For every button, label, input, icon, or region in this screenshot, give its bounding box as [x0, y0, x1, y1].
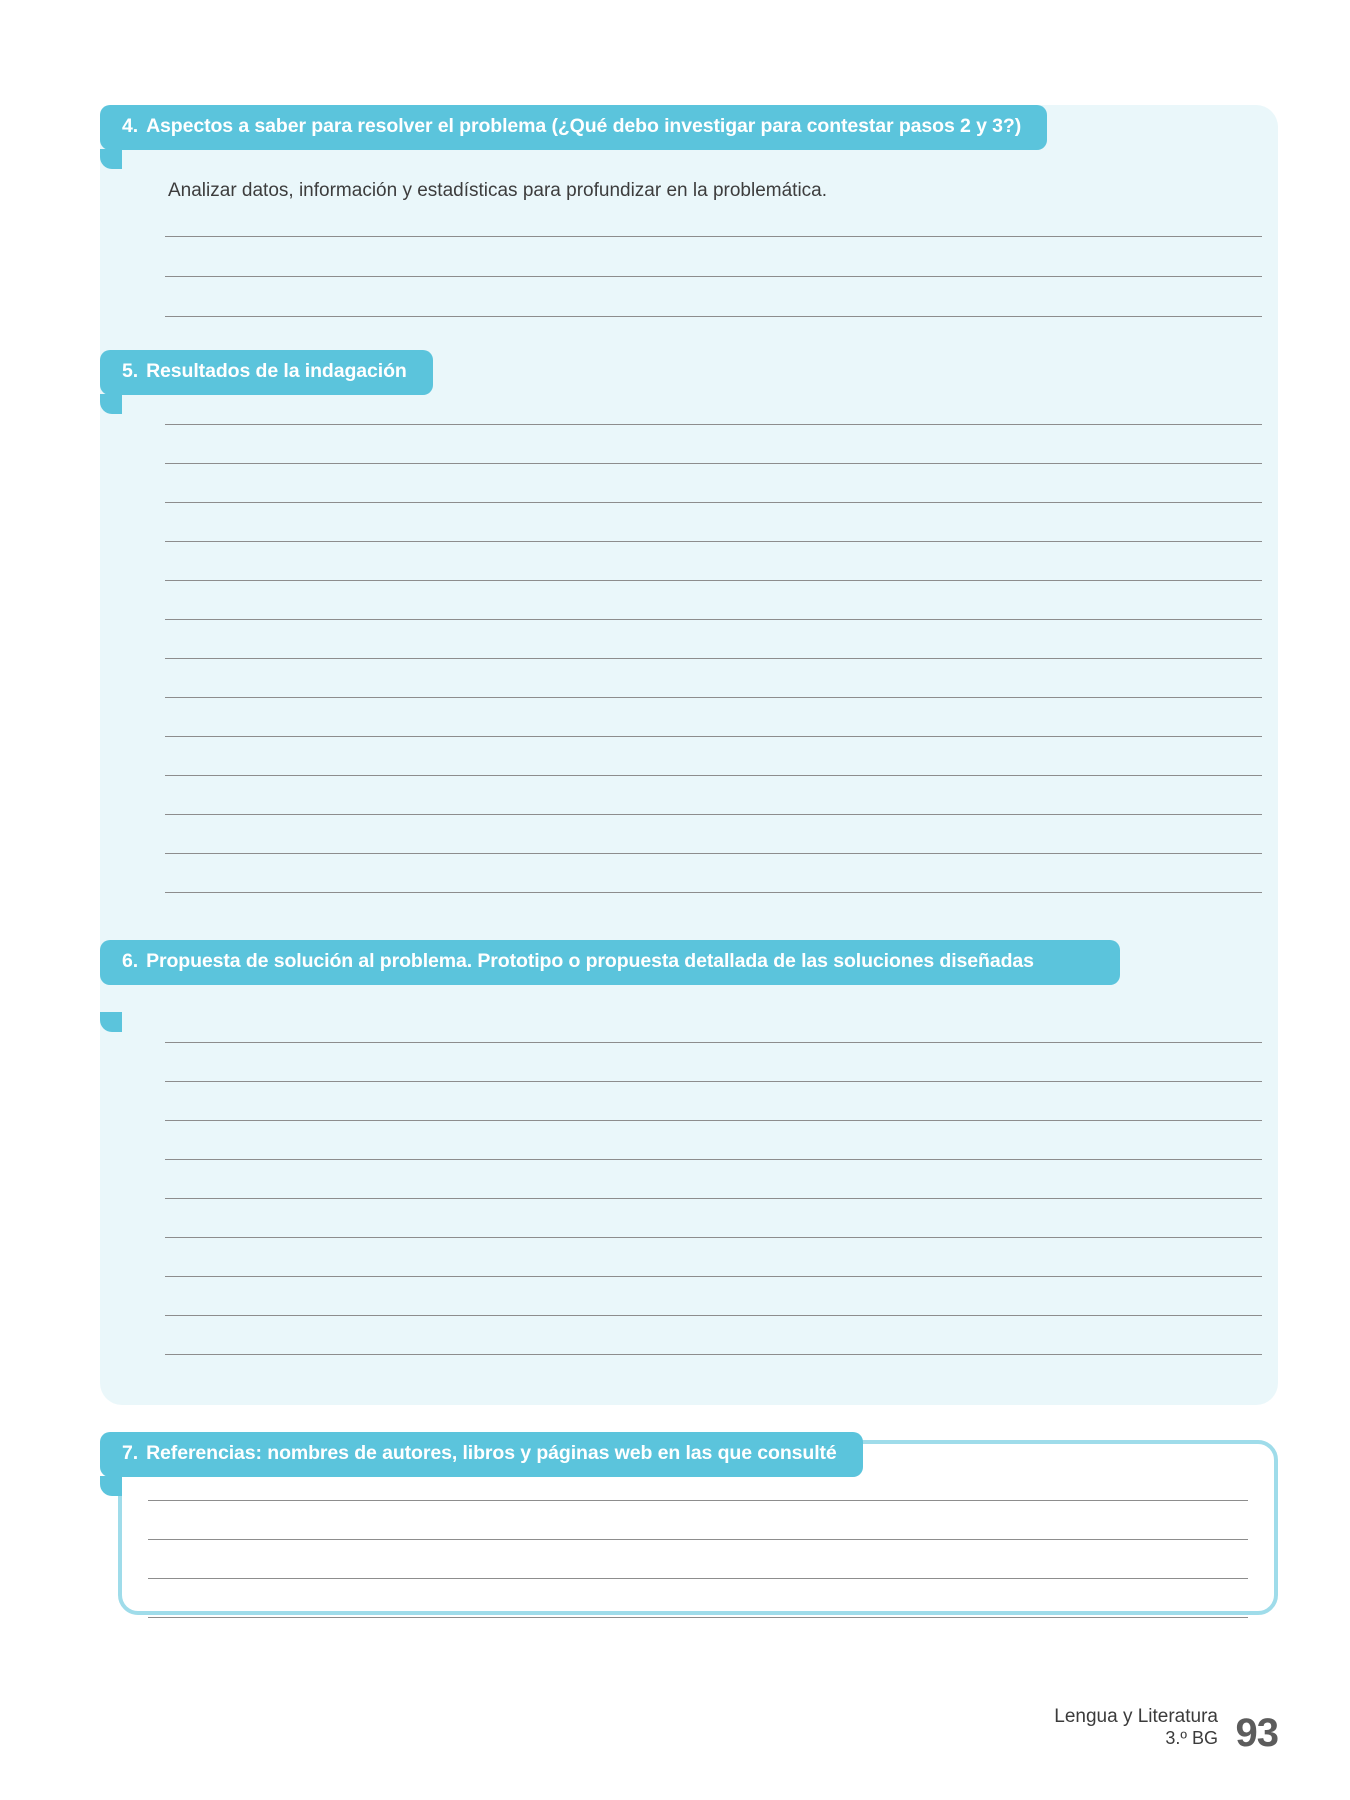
section-4-number: 4. — [122, 115, 139, 137]
section-7-title: Referencias: nombres de autores, libros y páginas web en las que consulté — [146, 1442, 837, 1464]
section-4-title: Aspectos a saber para resolver el problema (¿Qué debo investigar para contestar pasos 2 y 3?) — [146, 115, 1022, 137]
section-4-pill-tail — [100, 149, 122, 169]
footer-level: 3.º BG — [1165, 1728, 1218, 1749]
footer-subject: Lengua y Literatura — [1054, 1705, 1218, 1727]
section-5-number: 5. — [122, 360, 139, 382]
section-5-lines[interactable] — [165, 424, 1262, 893]
section-7-lines[interactable] — [148, 1500, 1248, 1618]
rule-line — [148, 1617, 1248, 1618]
section-4-pill — [100, 105, 1047, 150]
section-7-pill-tail — [100, 1476, 122, 1496]
section-7-number: 7. — [122, 1442, 139, 1464]
section-4-lines[interactable] — [165, 236, 1262, 317]
page-number: 93 — [1235, 1711, 1278, 1755]
section-7-pill — [100, 1432, 863, 1477]
section-6-header — [100, 940, 1120, 985]
section-6-title: Propuesta de solución al problema. Prototipo o propuesta detallada de las soluciones diseñadas — [146, 950, 1034, 972]
section-5-pill — [100, 350, 433, 395]
section-6-pill-tail — [100, 1012, 122, 1032]
section-7-header — [100, 1432, 863, 1477]
section-4-answer: Analizar datos, información y estadísticas para profundizar en la problemática. — [168, 180, 828, 201]
rule-line — [165, 892, 1262, 893]
section-5-header — [100, 350, 433, 395]
section-5-pill-tail — [100, 394, 122, 414]
section-6-lines[interactable] — [165, 1042, 1262, 1355]
section-5-title: Resultados de la indagación — [146, 360, 407, 382]
footer — [1054, 1706, 1218, 1750]
rule-line — [165, 316, 1262, 317]
section-6-number: 6. — [122, 950, 139, 972]
rule-line — [165, 1354, 1262, 1355]
section-4-header — [100, 105, 1047, 150]
section-6-pill — [100, 940, 1120, 985]
